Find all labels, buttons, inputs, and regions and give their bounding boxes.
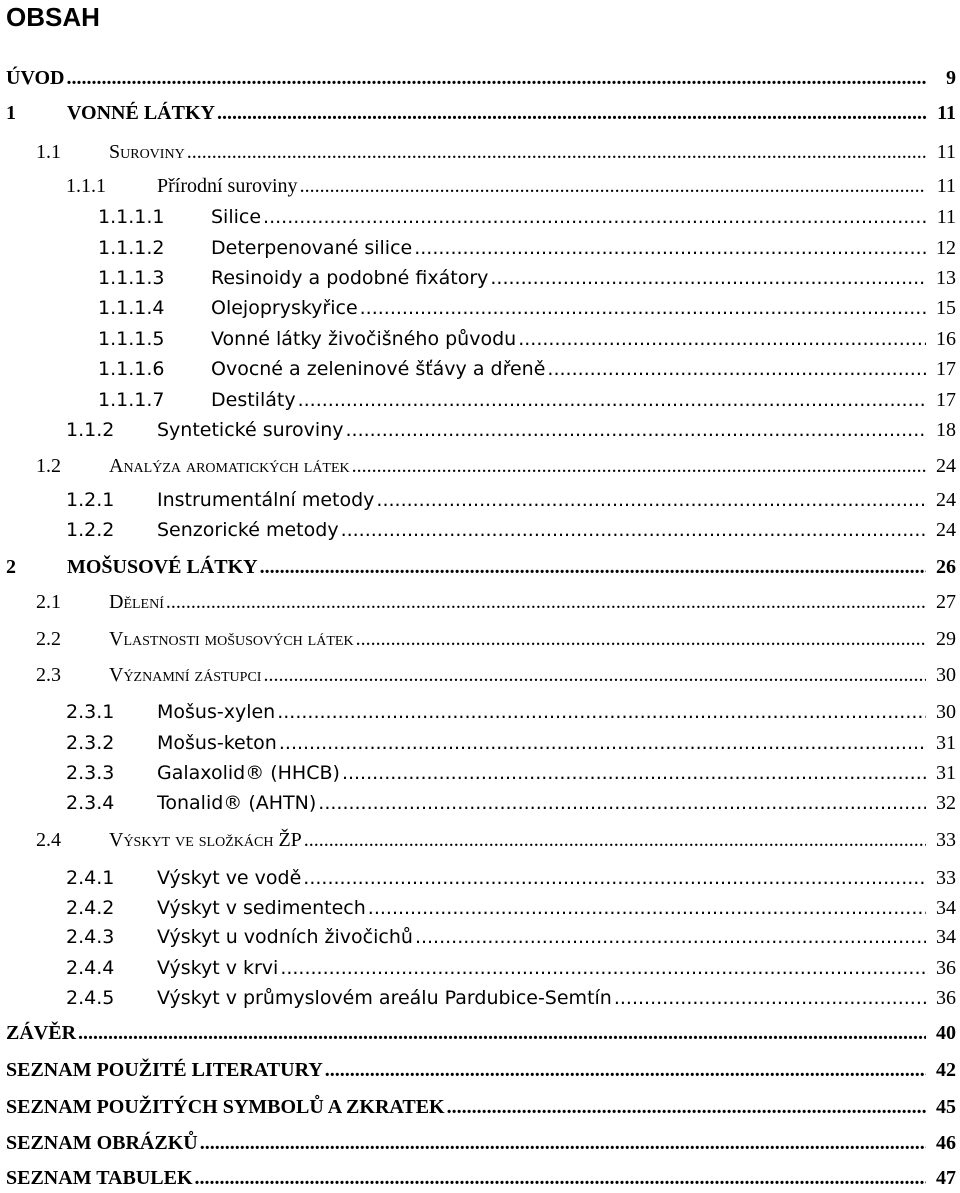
toc-entry-number: 2.3	[36, 664, 61, 686]
toc-entry-number: 1.1.1.4	[98, 297, 165, 319]
toc-entry-2-1[interactable]	[0, 587, 960, 617]
toc-page-number: 13	[936, 267, 956, 289]
toc-leader	[280, 953, 926, 983]
toc-leader	[279, 728, 926, 758]
toc-leader	[195, 1163, 926, 1193]
toc-entry-number: 1	[6, 102, 16, 124]
toc-leader	[298, 385, 926, 415]
toc-page-number: 11	[936, 141, 956, 163]
toc-leader	[614, 983, 926, 1013]
toc-page-number: 32	[936, 792, 956, 814]
toc-leader	[300, 171, 926, 201]
toc-page-number: 33	[936, 867, 956, 889]
toc-page-number: 24	[936, 489, 956, 511]
toc-entry-title: Suroviny	[109, 141, 185, 163]
toc-entry-title: SEZNAM TABULEK	[6, 1167, 193, 1189]
toc-leader	[277, 697, 926, 727]
toc-leader	[341, 515, 926, 545]
toc-entry-title: Výskyt v průmyslovém areálu Pardubice-Semtín	[157, 987, 612, 1009]
toc-page-number: 17	[936, 358, 956, 380]
toc-entry-number: 2.3.4	[66, 792, 115, 814]
toc-entry-title: Výskyt ve složkách ŽP	[109, 829, 302, 851]
toc-leader	[303, 863, 926, 893]
toc-entry-title: Výskyt v sedimentech	[157, 897, 366, 919]
toc-leader	[352, 451, 926, 481]
toc-entry-number: 2.3.1	[66, 701, 115, 723]
toc-entry-number: 1.1.1.7	[98, 389, 165, 411]
toc-page-number: 30	[936, 701, 956, 723]
toc-entry-title: ZÁVĚR	[6, 1022, 77, 1044]
toc-entry-title: VONNÉ LÁTKY	[67, 102, 215, 124]
toc-entry-title: Olejopryskyřice	[211, 297, 358, 319]
toc-entry-1-2-2[interactable]	[0, 515, 960, 545]
toc-entry-symboly[interactable]	[0, 1092, 960, 1122]
toc-entry-title: Resinoidy a podobné fixátory	[211, 267, 489, 289]
toc-entry-1-1-1-2[interactable]	[0, 233, 960, 263]
toc-entry-title: Dělení	[109, 591, 164, 613]
toc-page-number: 33	[936, 829, 956, 851]
toc-entry-title: Vonné látky živočišného původu	[211, 328, 517, 350]
toc-entry-number: 2.4.3	[66, 926, 115, 948]
toc-entry-2-3-3[interactable]	[0, 758, 960, 788]
toc-entry-number: 1.2.2	[66, 519, 115, 541]
toc-entry-literatura[interactable]	[0, 1055, 960, 1085]
toc-page-number: 11	[936, 175, 956, 197]
toc-entry-number: 1.1.1.6	[98, 358, 165, 380]
toc-entry-chapter-1[interactable]	[0, 98, 960, 128]
toc-entry-obrazky[interactable]	[0, 1128, 960, 1158]
toc-entry-title: Galaxolid® (HHCB)	[157, 762, 340, 784]
toc-leader	[260, 552, 926, 582]
toc-page-number: 24	[936, 519, 956, 541]
toc-entry-zaver[interactable]	[0, 1018, 960, 1048]
toc-entry-number: 2.4.2	[66, 897, 115, 919]
toc-leader	[304, 825, 926, 855]
toc-page-number: 31	[936, 732, 956, 754]
toc-entry-2-4[interactable]	[0, 825, 960, 855]
toc-page-number: 31	[936, 762, 956, 784]
toc-entry-2-3-2[interactable]	[0, 728, 960, 758]
toc-leader	[360, 293, 926, 323]
toc-leader	[217, 98, 926, 128]
toc-leader	[263, 660, 926, 690]
toc-entry-1-1-1-4[interactable]	[0, 293, 960, 323]
toc-entry-title: Mošus-keton	[157, 732, 277, 754]
toc-leader	[200, 1128, 926, 1158]
toc-entry-2-4-3[interactable]	[0, 922, 960, 952]
toc-entry-number: 1.2.1	[66, 489, 115, 511]
toc-entry-1-1-1-5[interactable]	[0, 324, 960, 354]
toc-entry-title: SEZNAM OBRÁZKŮ	[6, 1132, 198, 1154]
toc-page-number: 17	[936, 389, 956, 411]
toc-leader	[415, 922, 926, 952]
toc-entry-1-1-1-7[interactable]	[0, 385, 960, 415]
toc-leader	[166, 587, 926, 617]
toc-entry-1-1-1[interactable]	[0, 171, 960, 201]
toc-entry-number: 2.1	[36, 591, 61, 613]
toc-entry-number: 1.1.1.5	[98, 328, 165, 350]
toc-entry-number: 2.4	[36, 829, 61, 851]
toc-entry-1-2[interactable]	[0, 451, 960, 481]
toc-entry-number: 1.1.1	[66, 175, 106, 197]
toc-page-number: 27	[936, 591, 956, 613]
toc-page-number: 47	[936, 1167, 956, 1189]
toc-entry-number: 2.3.2	[66, 732, 115, 754]
toc-leader	[78, 1018, 926, 1048]
toc-entry-1-2-1[interactable]	[0, 485, 960, 515]
toc-entry-title: Syntetické suroviny	[157, 419, 344, 441]
toc-entry-chapter-2[interactable]	[0, 552, 960, 582]
toc-leader	[342, 758, 926, 788]
toc-entry-title: MOŠUSOVÉ LÁTKY	[67, 556, 258, 578]
toc-page-number: 15	[936, 297, 956, 319]
toc-entry-number: 1.1	[36, 141, 61, 163]
toc-entry-number: 1.1.1.2	[98, 237, 165, 259]
toc-page-number: 30	[936, 664, 956, 686]
toc-leader	[345, 415, 926, 445]
toc-entry-title: Výskyt u vodních živočichů	[157, 926, 413, 948]
toc-entry-title: Výskyt ve vodě	[157, 867, 302, 889]
toc-entry-title: Deterpenované silice	[211, 237, 413, 259]
toc-leader	[187, 137, 926, 167]
toc-leader	[356, 624, 926, 654]
toc-entry-1-1-2[interactable]	[0, 415, 960, 445]
toc-entry-title: Výskyt v krvi	[157, 957, 279, 979]
page-title: OBSAH	[6, 2, 100, 32]
toc-entry-number: 1.1.2	[66, 419, 115, 441]
toc-page-number: 16	[936, 328, 956, 350]
toc-page-number: 11	[937, 102, 956, 124]
toc-leader	[547, 354, 926, 384]
toc-page-number: 45	[936, 1096, 956, 1118]
toc-page-number: 24	[936, 455, 956, 477]
toc-leader	[518, 324, 926, 354]
toc-entry-title: Vlastnosti mošusových látek	[109, 628, 354, 650]
toc-entry-title: SEZNAM POUŽITÉ LITERATURY	[6, 1059, 323, 1081]
toc-entry-2-4-4[interactable]	[0, 953, 960, 983]
toc-page-number: 26	[936, 556, 956, 578]
toc-entry-title: Přírodní suroviny	[157, 175, 298, 197]
toc-entry-2-2[interactable]	[0, 624, 960, 654]
toc-entry-title: Ovocné a zeleninové šťávy a dřeně	[211, 358, 546, 380]
toc-entry-number: 1.2	[36, 455, 61, 477]
toc-entry-2-3-1[interactable]	[0, 697, 960, 727]
toc-page-number: 40	[936, 1022, 956, 1044]
toc-entry-title: Silice	[211, 206, 262, 228]
toc-entry-number: 1.1.1.3	[98, 267, 165, 289]
toc-entry-number: 2.4.4	[66, 957, 115, 979]
toc-entry-title: Instrumentální metody	[157, 489, 375, 511]
toc-entry-title: Destiláty	[211, 389, 296, 411]
toc-entry-number: 2	[6, 556, 16, 578]
toc-leader	[414, 233, 926, 263]
toc-leader	[263, 202, 926, 232]
toc-entry-title: Mošus-xylen	[157, 701, 276, 723]
toc-page-number: 34	[936, 897, 956, 919]
toc-entry-1-1-1-6[interactable]	[0, 354, 960, 384]
toc-page-number: 12	[936, 237, 956, 259]
toc-leader	[67, 63, 927, 93]
toc-page-number: 42	[936, 1059, 956, 1081]
toc-leader	[490, 263, 926, 293]
toc-entry-2-4-5[interactable]	[0, 983, 960, 1013]
toc-leader	[368, 893, 926, 923]
toc-leader	[318, 788, 926, 818]
toc-entry-number: 2.4.5	[66, 987, 115, 1009]
toc-entry-2-3-4[interactable]	[0, 788, 960, 818]
toc-entry-number: 2.3.3	[66, 762, 115, 784]
toc-entry-1-1-1-3[interactable]	[0, 263, 960, 293]
toc-page-number: 9	[946, 67, 956, 89]
toc-page-number: 36	[936, 957, 956, 979]
toc-page-number: 18	[936, 419, 956, 441]
toc-entry-2-3[interactable]	[0, 660, 960, 690]
toc-page-number: 29	[936, 628, 956, 650]
toc-entry-title: Analýza aromatických látek	[109, 455, 350, 477]
toc-entry-number: 2.4.1	[66, 867, 115, 889]
toc-page-number: 34	[936, 926, 956, 948]
toc-entry-number: 1.1.1.1	[98, 206, 165, 228]
toc-leader	[447, 1092, 926, 1122]
toc-entry-title: SEZNAM POUŽITÝCH SYMBOLŮ A ZKRATEK	[6, 1096, 445, 1118]
toc-entry-title: ÚVOD	[6, 67, 65, 89]
toc-entry-1-1-1-1[interactable]	[0, 202, 960, 232]
toc-leader	[325, 1055, 926, 1085]
toc-entry-title: Senzorické metody	[157, 519, 339, 541]
toc-page-number: 11	[936, 206, 956, 228]
toc-entry-1-1[interactable]	[0, 137, 960, 167]
toc-page-number: 36	[936, 987, 956, 1009]
toc-entry-2-4-2[interactable]	[0, 893, 960, 923]
toc-entry-title: Tonalid® (AHTN)	[157, 792, 317, 814]
toc-entry-number: 2.2	[36, 628, 61, 650]
toc-entry-uvod[interactable]	[0, 63, 960, 93]
toc-entry-2-4-1[interactable]	[0, 863, 960, 893]
toc-entry-title: Významní zástupci	[109, 664, 262, 686]
toc-leader	[376, 485, 926, 515]
toc-entry-tabulky[interactable]	[0, 1163, 960, 1193]
toc-page-number: 46	[936, 1132, 956, 1154]
